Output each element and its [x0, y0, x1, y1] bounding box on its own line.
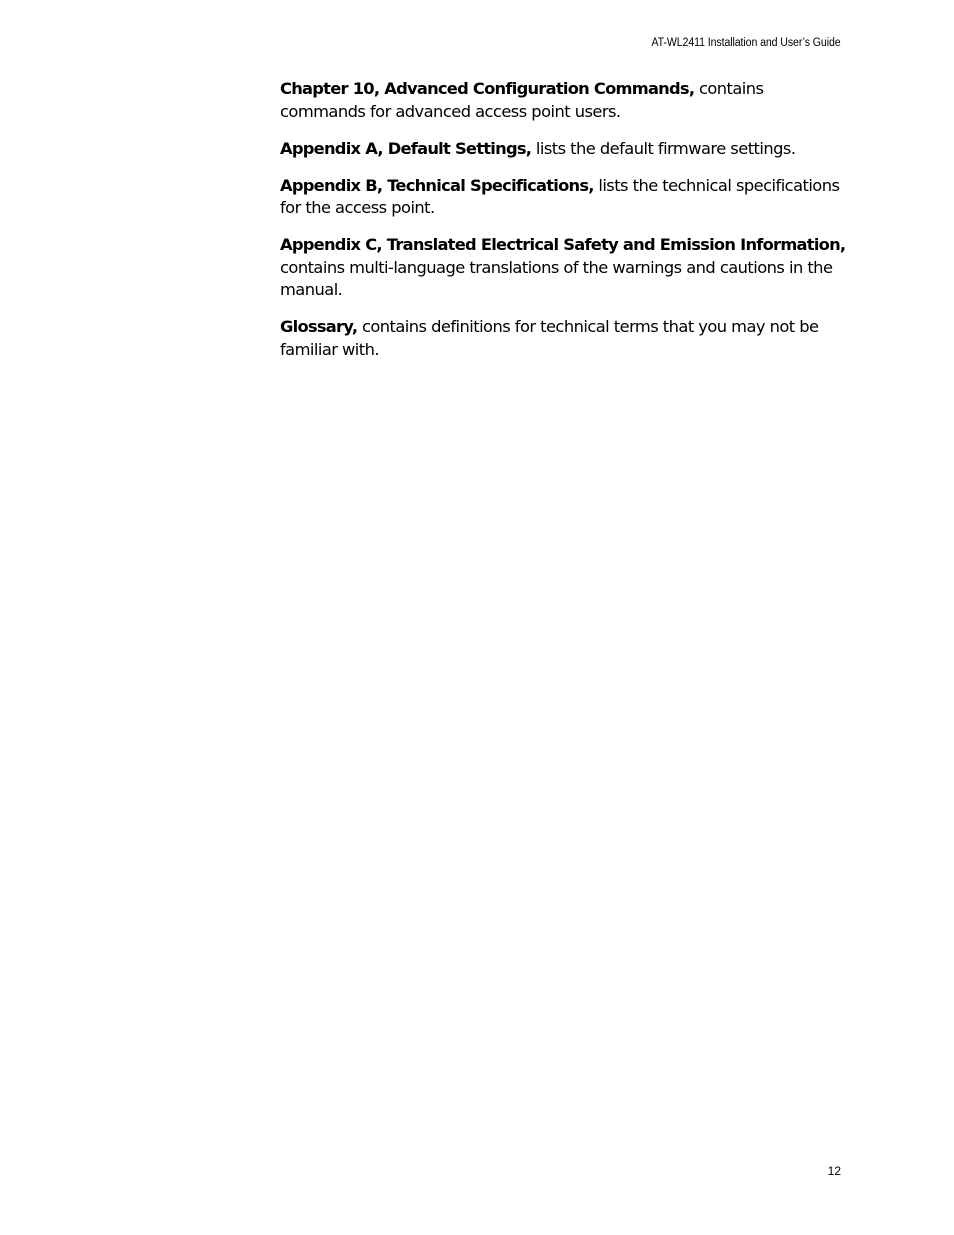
entry-description: lists the default firmware settings. [531, 138, 796, 158]
entry-term: Appendix B, Technical Specifications, [280, 175, 594, 195]
entry-appendix-a [280, 138, 846, 161]
entry-description: lists the technical specifications for the access point. [280, 175, 840, 217]
entry-description: contains commands for advanced access point users. [280, 79, 764, 121]
document-body [280, 78, 846, 376]
entry-appendix-c [280, 234, 846, 302]
running-header: AT-WL2411 Installation and User’s Guide [651, 37, 841, 49]
entry-chapter-10 [280, 78, 846, 123]
entry-description: contains multi-language translations of the warnings and cautions in the manual. [280, 257, 833, 299]
page-number: 12 [827, 1164, 841, 1178]
entry-term: Chapter 10, Advanced Configuration Commands, [280, 79, 695, 98]
entry-description: contains definitions for technical terms that you may not be familiar with. [280, 317, 819, 359]
entry-term: Appendix C, Translated Electrical Safety and Emission Information, [280, 235, 846, 254]
entry-term: Appendix A, Default Settings, [280, 138, 532, 158]
entry-appendix-b [280, 175, 846, 220]
entry-glossary [280, 316, 846, 361]
entry-term: Glossary, [280, 317, 358, 336]
